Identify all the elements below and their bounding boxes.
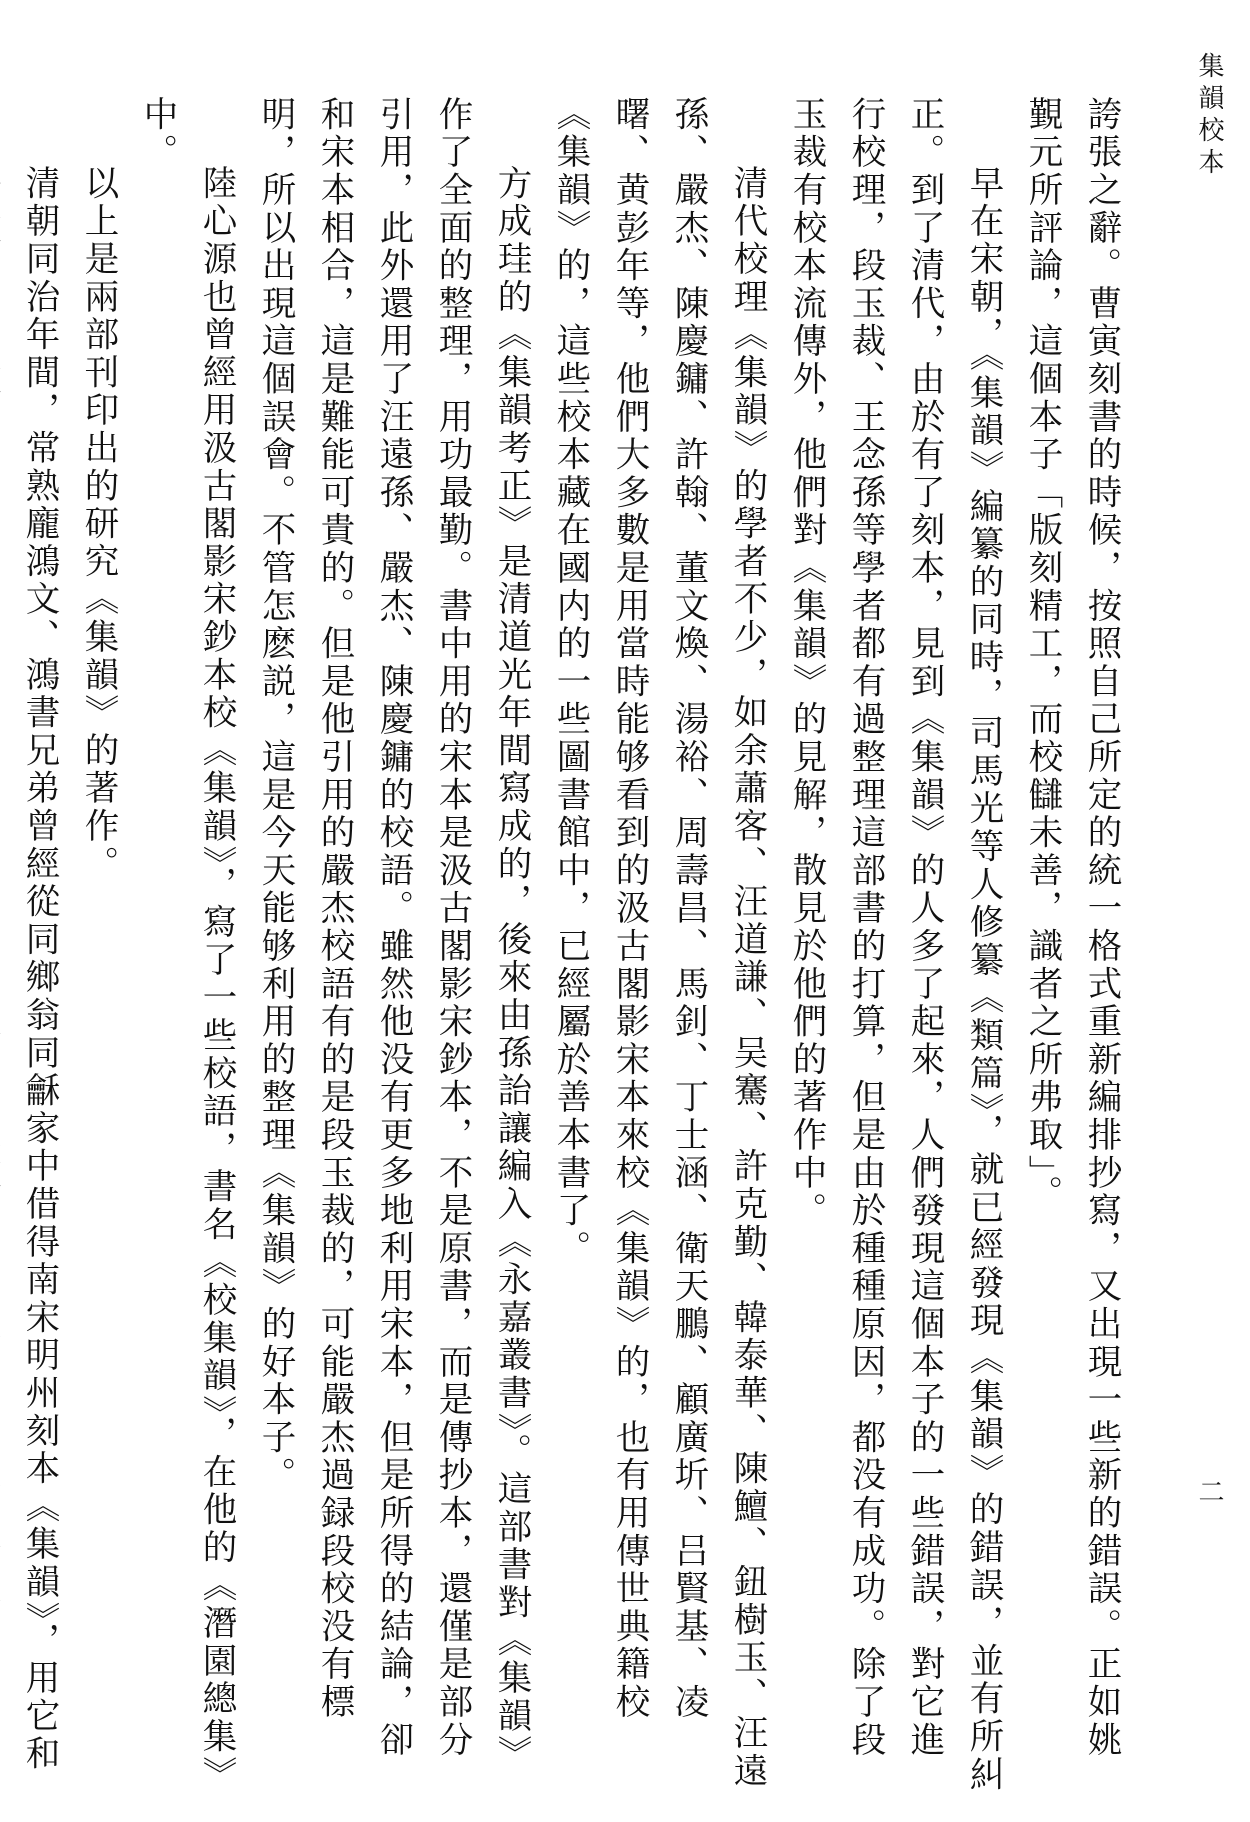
paragraph-6: 以上是兩部刊印出的研究《集韻》的著作。 bbox=[78, 165, 118, 884]
paragraph-4: 方成珪的《集韻考正》是清道光年間寫成的，後來由孫詒讓編入《永嘉叢書》。這部書對《集韻》作了全面的整理，用功最勤。書中用的宋本是汲古閣影宋鈔本，不是原書，而是傳抄本，還僅是部分引用，此外還用了汪遠孫、嚴杰、陳慶鏞的校語。雖然他没有更多地利用宋本，但是所得的結論，卻和宋本相合，這是難能可貴的。但是他引用的嚴杰校語有的是段玉裁的，可能嚴杰過録段校没有標明，所以出現這個誤會。不管怎麽説，這是今天能够利用的整理《集韻》的好本子。 bbox=[255, 96, 531, 1774]
running-head-title: 集韻校本 bbox=[1194, 52, 1224, 180]
paragraph-3: 清代校理《集韻》的學者不少，如余蕭客、汪道謙、吴騫、許克勤、韓泰華、陳鱣、鈕樹玉、汪遠孫、嚴杰、陳慶鏞、許翰、董文煥、湯裕、周壽昌、馬釗、丁士涵、衛天鵬、顧廣圻、吕賢基、凌曙、黄彭年等，他們大多數是用當時能够看到的汲古閣影宋本來校《集韻》的，也有用傳世典籍校《集韻》的，這些校本藏在國内的一些圖書館中，已經屬於善本書了。 bbox=[550, 96, 767, 1791]
paragraph-1: 誇張之辭。曹寅刻書的時候，按照自己所定的統一格式重新編排抄寫，又出現一些新的錯誤。正如姚覲元所評論，這個本子「版刻精工，而校讎未善，識者之所弗取」。 bbox=[1022, 96, 1121, 1760]
paragraph-7: 清朝同治年間，常熟龐鴻文、鴻書兄弟曾經從同鄉翁同龢家中借得南宋明州刻本《集韻》，用它和 bbox=[19, 165, 59, 1774]
body-text bbox=[19, 96, 1130, 1796]
paragraph-5: 陸心源也曾經用汲古閣影宋鈔本校《集韻》，寫了一些校語，書名《校集韻》，在他的《潛園總集》中。 bbox=[137, 96, 236, 1794]
page-number: 二 bbox=[1194, 1478, 1224, 1504]
paragraph-2: 早在宋朝，《集韻》編纂的同時，司馬光等人修纂《類篇》，就已經發現《集韻》的錯誤，並有所糾正。到了清代，由於有了刻本，見到《集韻》的人多了起來，人們發現這個本子的一些錯誤，對它進行校理，段玉裁、王念孫等學者都有過整理這部書的打算，但是由於種種原因，都没有成功。除了段玉裁有校本流傳外，他們對《集韻》的見解，散見於他們的著作中。 bbox=[786, 96, 1003, 1794]
